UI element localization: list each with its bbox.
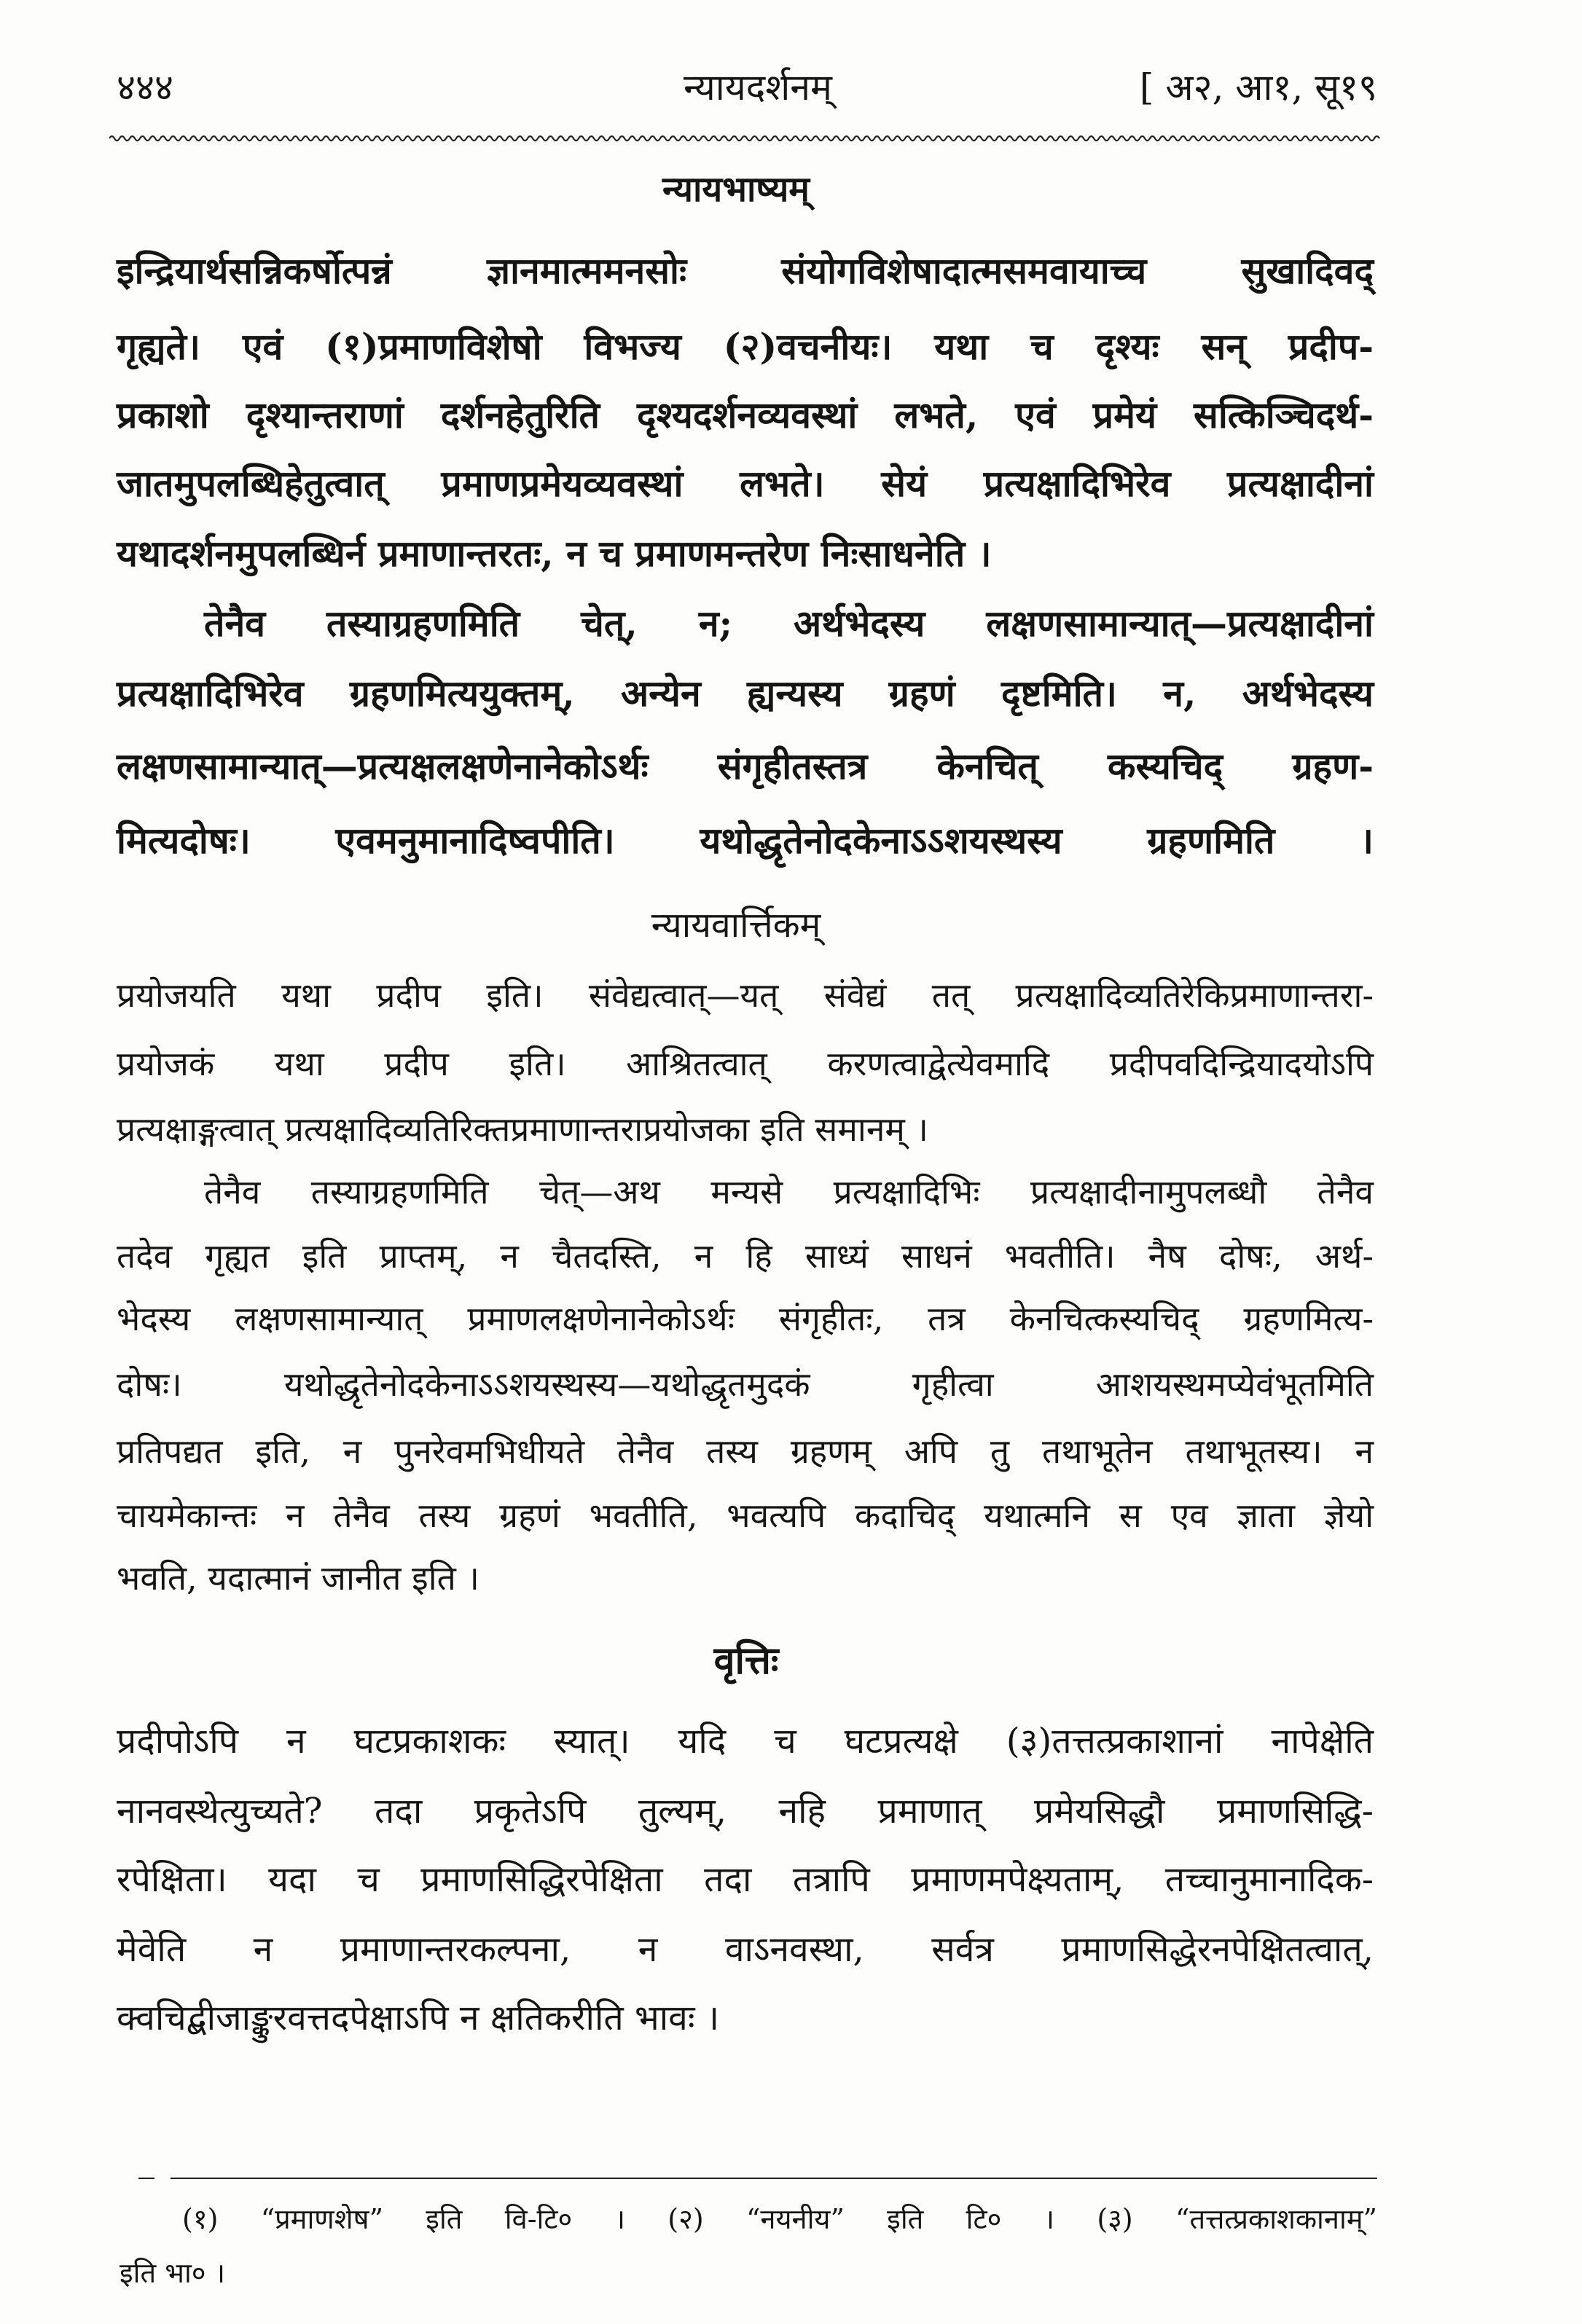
text-line: प्रत्यक्षाङ्गत्वात् प्रत्यक्षादिव्यतिरिक्तप्रमाणान्तराप्रयोजका इति समानम् । xyxy=(117,1110,928,1149)
paragraph xyxy=(109,967,1381,1157)
footnote-line: इति भा० । xyxy=(120,2257,226,2289)
text-line: भेदस्य लक्षणसामान्यात् प्रमाणलक्षणेनानेकोऽर्थः संगृहीतः, तत्र केनचित्कस्यचिद् ग्रहणमित्य- xyxy=(117,1299,1374,1338)
paragraph xyxy=(109,1712,1381,2117)
section-nyaya-bhashya xyxy=(0,160,1582,882)
section-heading: न्यायभाष्यम् xyxy=(662,169,810,210)
text-line: चायमेकान्तः न तेनैव तस्य ग्रहणं भवतीति, भवत्यपि कदाचिद् यथात्मनि स एव ज्ञाता ज्ञेयो xyxy=(117,1496,1374,1535)
text-line: तेनैव तस्याग्रहणमिति चेत्—अथ मन्यसे प्रत्यक्षादिभिः प्रत्यक्षादीनामुपलब्धौ तेनैव xyxy=(204,1172,1374,1212)
text-line: रपेक्षिता। यदा च प्रमाणसिद्धिरपेक्षिता तदा तत्रापि प्रमाणमपेक्ष्यताम्, तच्चानुमानादिक- xyxy=(117,1859,1374,1900)
text-line: मित्यदोषः। एवमनुमानादिष्वपीति। यथोद्धृतेनोदकेनाऽऽशयस्थस्य ग्रहणमिति । xyxy=(117,819,1374,862)
text-line: प्रत्यक्षादिभिरेव ग्रहणमित्ययुक्तम्, अन्येन ह्यन्यस्य ग्रहणं दृष्टमिति। न, अर्थभेदस्य xyxy=(117,672,1374,715)
paragraph xyxy=(109,594,1381,870)
text-line: यथादर्शनमुपलब्धिर्न प्रमाणान्तरतः, न च प्रमाणमन्तरेण निःसाधनेति । xyxy=(117,532,992,575)
section-heading: न्यायवार्त्तिकम् xyxy=(651,905,821,946)
footnote-separator xyxy=(138,2171,1377,2186)
text-line: तेनैव तस्याग्रहणमिति चेत्, न; अर्थभेदस्य लक्षणसामान्यात्—प्रत्यक्षादीनां xyxy=(204,602,1374,645)
paragraph xyxy=(109,1164,1381,1606)
text-line: प्रतिपद्यत इति, न पुनरेवमभिधीयते तेनैव तस्य ग्रहणम् अपि तु तथाभूतेन तथाभूतस्य। न xyxy=(117,1432,1374,1471)
text-line: प्रयोजकं यथा प्रदीप इति। आश्रितत्वात् करणत्वाद्वेत्येवमादि प्रदीपवदिन्द्रियादयोऽपि xyxy=(117,1044,1374,1083)
section-heading: वृत्तिः xyxy=(713,1638,779,1683)
section-nyaya-varttika xyxy=(0,889,1582,1610)
page-number: ४४४ xyxy=(117,66,173,109)
text-line: जातमुपलब्धिहेतुत्वात् प्रमाणप्रमेयव्यवस्थां लभते। सेयं प्रत्यक्षादिभिरेव प्रत्यक्षादीनां xyxy=(117,462,1374,505)
text-line: गृह्यते। एवं (१)प्रमाणविशेषो विभज्य (२)वचनीयः। यथा च दृश्यः सन् प्रदीप- xyxy=(117,325,1374,368)
footnote-line: (१) “प्रमाणशेष” इति वि-टि० । (२) “नयनीय” इति टि० । (३) “तत्तत्प्रकाशकानाम्” xyxy=(182,2203,1377,2235)
header-rule xyxy=(109,130,1381,147)
text-line: प्रयोजयति यथा प्रदीप इति। संवेद्यत्वात्—यत् संवेद्यं तत् प्रत्यक्षादिव्यतिरेकिप्रमाणान्तरा- xyxy=(117,975,1374,1015)
section-vritti xyxy=(0,1617,1582,2127)
paragraph xyxy=(109,242,1381,583)
text-line: इन्द्रियार्थसन्निकर्षोत्पन्नं ज्ञानमात्ममनसोः संयोगविशेषादात्मसमवायाच्च सुखादिवद् xyxy=(117,249,1374,292)
text-line: क्वचिद्बीजाङ्कुरवत्तदपेक्षाऽपि न क्षतिकरीति भावः । xyxy=(117,1998,720,2038)
footnotes xyxy=(0,2164,1582,2302)
text-line: तदेव गृह्यत इति प्राप्तम्, न चैतदस्ति, न हि साध्यं साधनं भवतीति। नैष दोषः, अर्थ- xyxy=(117,1236,1374,1276)
chapter-reference: [ अ२, आ१, सू१९ xyxy=(1139,66,1377,109)
text-line: नानवस्थेत्युच्यते? तदा प्रकृतेऽपि तुल्यम्, नहि प्रमाणात् प्रमेयसिद्धौ प्रमाणसिद्धि- xyxy=(117,1791,1374,1832)
text-line: प्रकाशो दृश्यान्तराणां दर्शनहेतुरिति दृश्यदर्शनव्यवस्थां लभते, एवं प्रमेयं सत्किञ्चिदर्थ- xyxy=(117,393,1374,436)
text-line: प्रदीपोऽपि न घटप्रकाशकः स्यात्। यदि च घटप्रत्यक्षे (३)तत्तत्प्रकाशानां नापेक्षेति xyxy=(117,1721,1374,1762)
text-line: मेवेति न प्रमाणान्तरकल्पना, न वाऽनवस्था, सर्वत्र प्रमाणसिद्धेरनपेक्षितत्वात्, xyxy=(117,1929,1374,1970)
text-line: लक्षणसामान्यात्—प्रत्यक्षलक्षणेनानेकोऽर्थः संगृहीतस्तत्र केनचित् कस्यचिद् ग्रहण- xyxy=(117,745,1374,788)
running-title: न्यायदर्शनम् xyxy=(684,66,832,109)
text-line: दोषः। यथोद्धृतेनोदकेनाऽऽशयस्थस्य—यथोद्धृतमुदकं गृहीत्वा आशयस्थमप्येवंभूतमिति xyxy=(117,1365,1374,1404)
text-line: भवति, यदात्मानं जानीत इति । xyxy=(117,1558,479,1598)
running-header xyxy=(0,58,1582,117)
